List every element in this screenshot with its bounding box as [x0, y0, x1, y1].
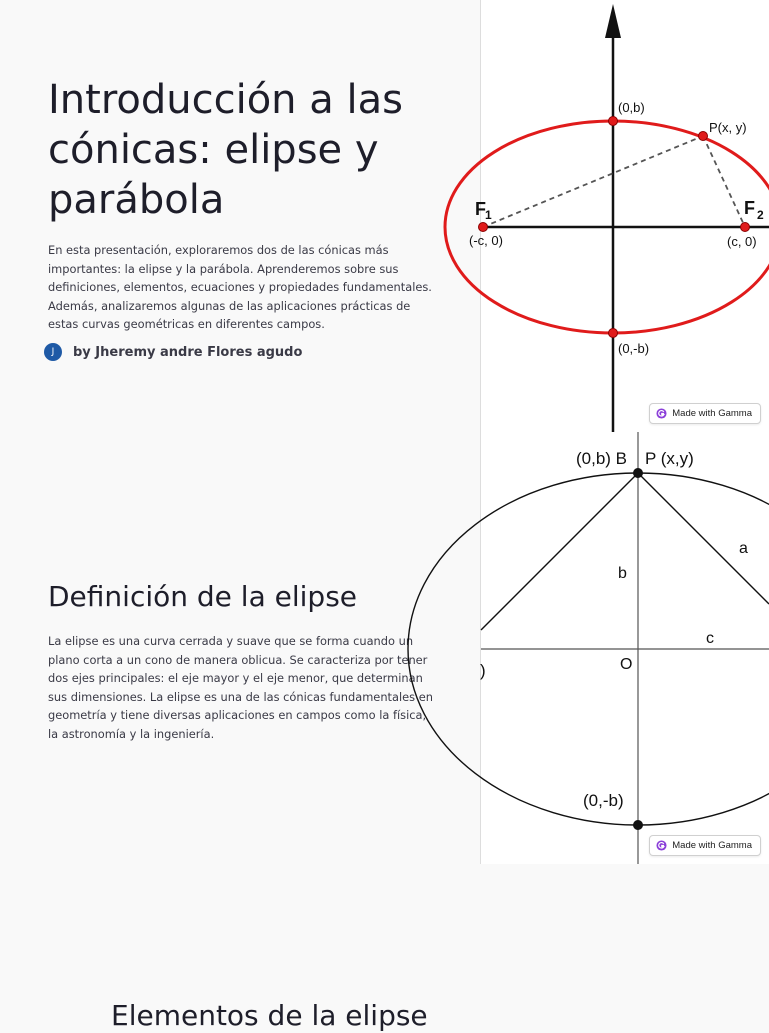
page-title: Introducción a las cónicas: elipse y parábola — [48, 77, 403, 223]
section-title-elements: Elementos de la elipse — [111, 999, 428, 1032]
point-b — [633, 468, 643, 478]
focal-line-1 — [483, 136, 703, 227]
author-name: by Jheremy andre Flores agudo — [73, 344, 303, 360]
author-row — [44, 343, 302, 361]
point-bottom — [633, 820, 643, 830]
label-bottom: (0,-b) — [583, 791, 624, 810]
line-p-left — [481, 473, 638, 630]
badge-label: Made with Gamma — [672, 408, 752, 419]
label-left: ) — [480, 661, 486, 680]
label-bottom: (0,-b) — [618, 341, 650, 356]
ellipse-foci-figure — [469, 0, 769, 432]
label-top-right: P (x,y) — [645, 449, 694, 468]
badge-label: Made with Gamma — [672, 840, 752, 851]
made-with-gamma-badge[interactable] — [649, 403, 761, 424]
label-point: P(x, y) — [709, 120, 747, 135]
label-a: a — [739, 540, 748, 557]
label-top-left: (0,b) B — [576, 449, 628, 468]
ellipse-axes-figure — [480, 432, 769, 864]
slide-elements — [0, 864, 768, 1032]
intro-paragraph: En esta presentación, exploraremos dos de las cónicas más importantes: la elipse y la parábola. Aprenderemos sobre sus definiciones, elementos, ecuaciones y propiedades fundamentales. Además, analizaremos algunas de las aplicaciones prácticas de estas curvas geométricas en diferentes campos. — [48, 243, 432, 332]
label-f2-sub: 2 — [757, 208, 764, 222]
avatar: J — [44, 343, 62, 361]
label-top: (0,b) — [618, 100, 645, 115]
label-f2: F — [744, 198, 755, 218]
point-f2 — [741, 223, 750, 232]
ellipse-foci-diagram — [469, 0, 769, 432]
label-f1: F — [475, 199, 486, 219]
label-right: (c, 0) — [727, 234, 757, 249]
y-axis-arrow — [605, 4, 621, 38]
label-b: b — [618, 565, 627, 582]
point-top — [609, 117, 618, 126]
point-bottom — [609, 329, 618, 338]
section-title-definition: Definición de la elipse — [48, 580, 358, 613]
point-f1 — [479, 223, 488, 232]
line-p-right — [638, 473, 769, 604]
label-c: c — [706, 630, 714, 647]
made-with-gamma-badge[interactable] — [649, 835, 761, 856]
label-left: (-c, 0) — [469, 233, 503, 248]
label-f1-sub: 1 — [485, 208, 492, 222]
label-o: O — [620, 656, 633, 673]
focal-line-2 — [703, 136, 745, 227]
ellipse-axes-diagram — [481, 432, 769, 864]
slide-introduction — [0, 0, 768, 432]
gamma-logo-icon — [656, 408, 667, 419]
definition-paragraph: La elipse es una curva cerrada y suave que se forma cuando un plano corta a un cono de manera oblicua. Se caracteriza por tener dos ejes principales: el eje mayor y el eje menor, que determinan sus dimensiones. La elipse es una de las cónicas fundamentales en geometría y tiene diversas aplicaciones en campos como la física, la astronomía y la ingeniería. — [48, 634, 433, 741]
gamma-logo-icon — [656, 840, 667, 851]
slide-definition — [0, 432, 768, 864]
point-p — [699, 132, 708, 141]
